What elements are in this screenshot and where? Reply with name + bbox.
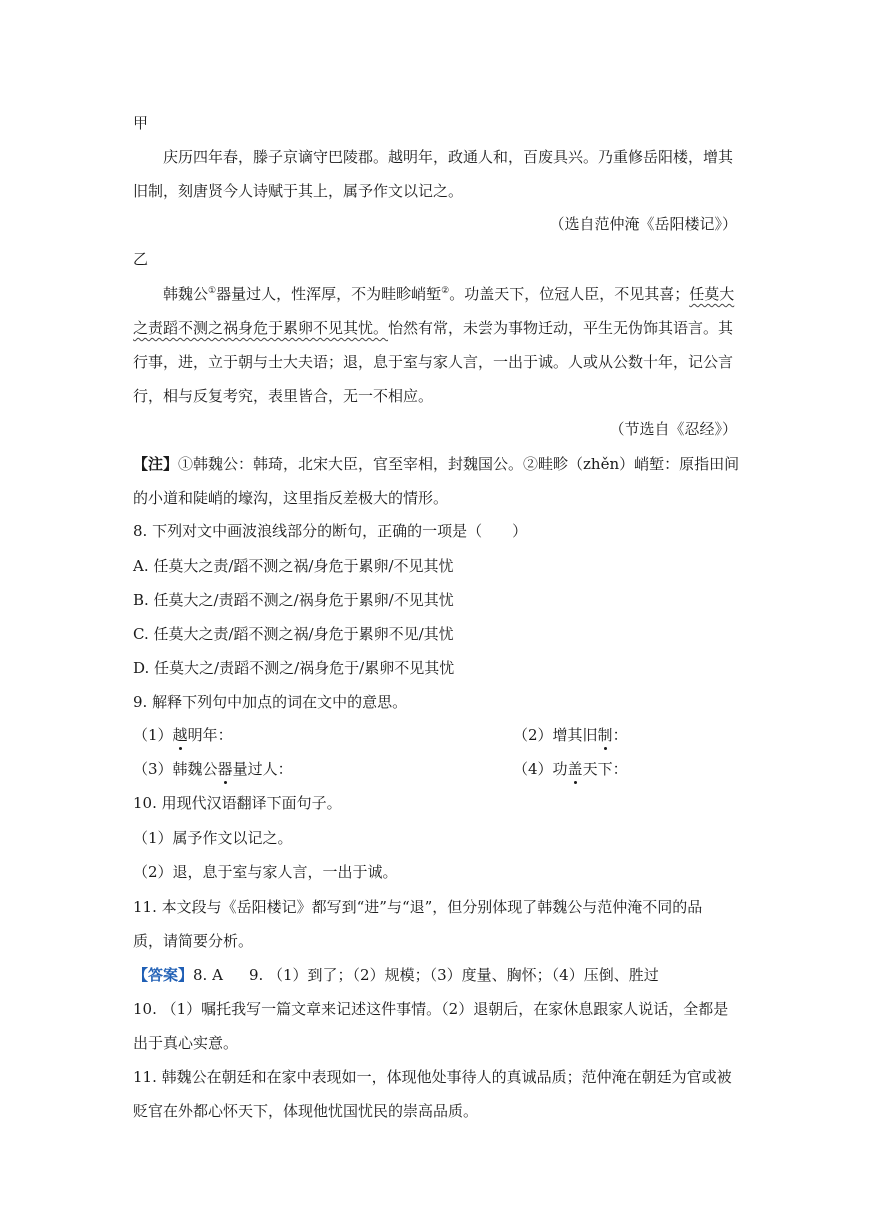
dotted-word: 器 [217, 760, 233, 778]
passage-yi-line: 行，相与反复考究，表里皆合，无一不相应。 [133, 387, 434, 405]
answer-10-line: 10. （1）嘱托我写一篇文章来记述这件事情。（2）退朝后，在家休息跟家人说话，全都是 [133, 1000, 729, 1018]
answer-10-line: 出于真心实意。 [133, 1034, 239, 1052]
passage-jia-source: （选自范仲淹《岳阳楼记》） [549, 215, 737, 233]
answer-line [133, 965, 737, 985]
passage-yi-label: 乙 [133, 250, 149, 268]
dotted-word: 盖 [567, 760, 583, 778]
question-8-option: B. 任莫大之/责蹈不测之/祸身危于累卵/不见其忧 [133, 591, 454, 609]
question-9-item-3: （3）韩魏公器量过人： [133, 760, 293, 778]
question-9-row [133, 759, 737, 779]
passage-yi-text: 器量过人，性浑厚，不为畦畛峭堑 [216, 285, 442, 303]
question-9-stem: 9. 解释下列句中加点的词在文中的意思。 [133, 693, 408, 711]
wavy-underlined-sentence: 任莫大 [689, 285, 735, 303]
wavy-underlined-sentence: 之责蹈不测之祸身危于累卵不见其忧。 [133, 319, 389, 337]
question-9-row [133, 725, 737, 745]
passage-jia-line: 庆历四年春，滕子京谪守巴陵郡。越明年，政通人和，百废具兴。乃重修岳阳楼，增其 [163, 148, 734, 166]
note-mark: ② [441, 286, 450, 296]
notes-line [133, 454, 740, 474]
answer-11-line: 贬官在外都心怀天下，体现他忧国忧民的崇高品质。 [133, 1102, 479, 1120]
dotted-word: 制 [597, 726, 613, 744]
answer-11-line: 11. 韩魏公在朝廷和在家中表现如一，体现他处事待人的真诚品质；范仲淹在朝廷为官或被 [133, 1068, 732, 1086]
question-8-option: D. 任莫大之/责蹈不测之/祸身危于/累卵不见其忧 [133, 659, 455, 677]
question-8-stem: 8. 下列对文中画波浪线部分的断句，正确的一项是（ ） [133, 522, 528, 540]
question-9-item-4: （4）功盖天下： [513, 760, 628, 778]
notes-tag: 【注】 [133, 455, 179, 473]
question-8-option: C. 任莫大之责/蹈不测之祸/身危于累卵不见/其忧 [133, 625, 454, 643]
question-11-stem: 11. 本文段与《岳阳楼记》都写到“进”与“退”，但分别体现了韩魏公与范仲淹不同的品 [133, 898, 703, 916]
question-10-sentence: （1）属予作文以记之。 [133, 829, 293, 847]
passage-yi-text: 。功盖天下，位冠人臣，不见其喜； [449, 285, 690, 303]
passage-yi-text: 韩魏公 [163, 285, 209, 303]
passage-yi-line [133, 318, 737, 338]
answer-9: 9. （1）到了；（2）规模；（3）度量、胸怀；（4）压倒、胜过 [248, 966, 659, 984]
notes-line: 的小道和陡峭的壕沟，这里指反差极大的情形。 [133, 489, 449, 507]
dotted-word: 越 [172, 726, 188, 744]
note-mark: ① [208, 286, 217, 296]
question-8-option: A. 任莫大之责/蹈不测之祸/身危于累卵/不见其忧 [133, 557, 454, 575]
question-9-item-2: （2）增其旧制： [513, 726, 628, 744]
question-9-item-1: （1）越明年： [133, 726, 233, 744]
passage-jia-label: 甲 [133, 114, 149, 132]
passage-yi-line: 行事，进，立于朝与士大夫语；退，息于室与家人言，一出于诚。人或从公数十年，记公言 [133, 353, 734, 371]
question-10-sentence: （2）退，息于室与家人言，一出于诚。 [133, 863, 398, 881]
passage-jia-line: 旧制，刻唐贤今人诗赋于其上，属予作文以记之。 [133, 182, 464, 200]
answer-8: 8. A [193, 966, 223, 984]
passage-yi-source: （节选自《忍经》） [609, 420, 737, 438]
answer-tag: 【答案】 [133, 966, 194, 984]
passage-yi-line [163, 284, 737, 304]
notes-text: ①韩魏公：韩琦，北宋大臣，官至宰相，封魏国公。②畦畛（zhěn）峭堑：原指田间 [178, 455, 740, 473]
question-10-stem: 10. 用现代汉语翻译下面句子。 [133, 794, 342, 812]
passage-yi-text: 怡然有常，未尝为事物迁动，平生无伪饰其语言。其 [388, 319, 734, 337]
question-11-stem: 质，请简要分析。 [133, 932, 254, 950]
